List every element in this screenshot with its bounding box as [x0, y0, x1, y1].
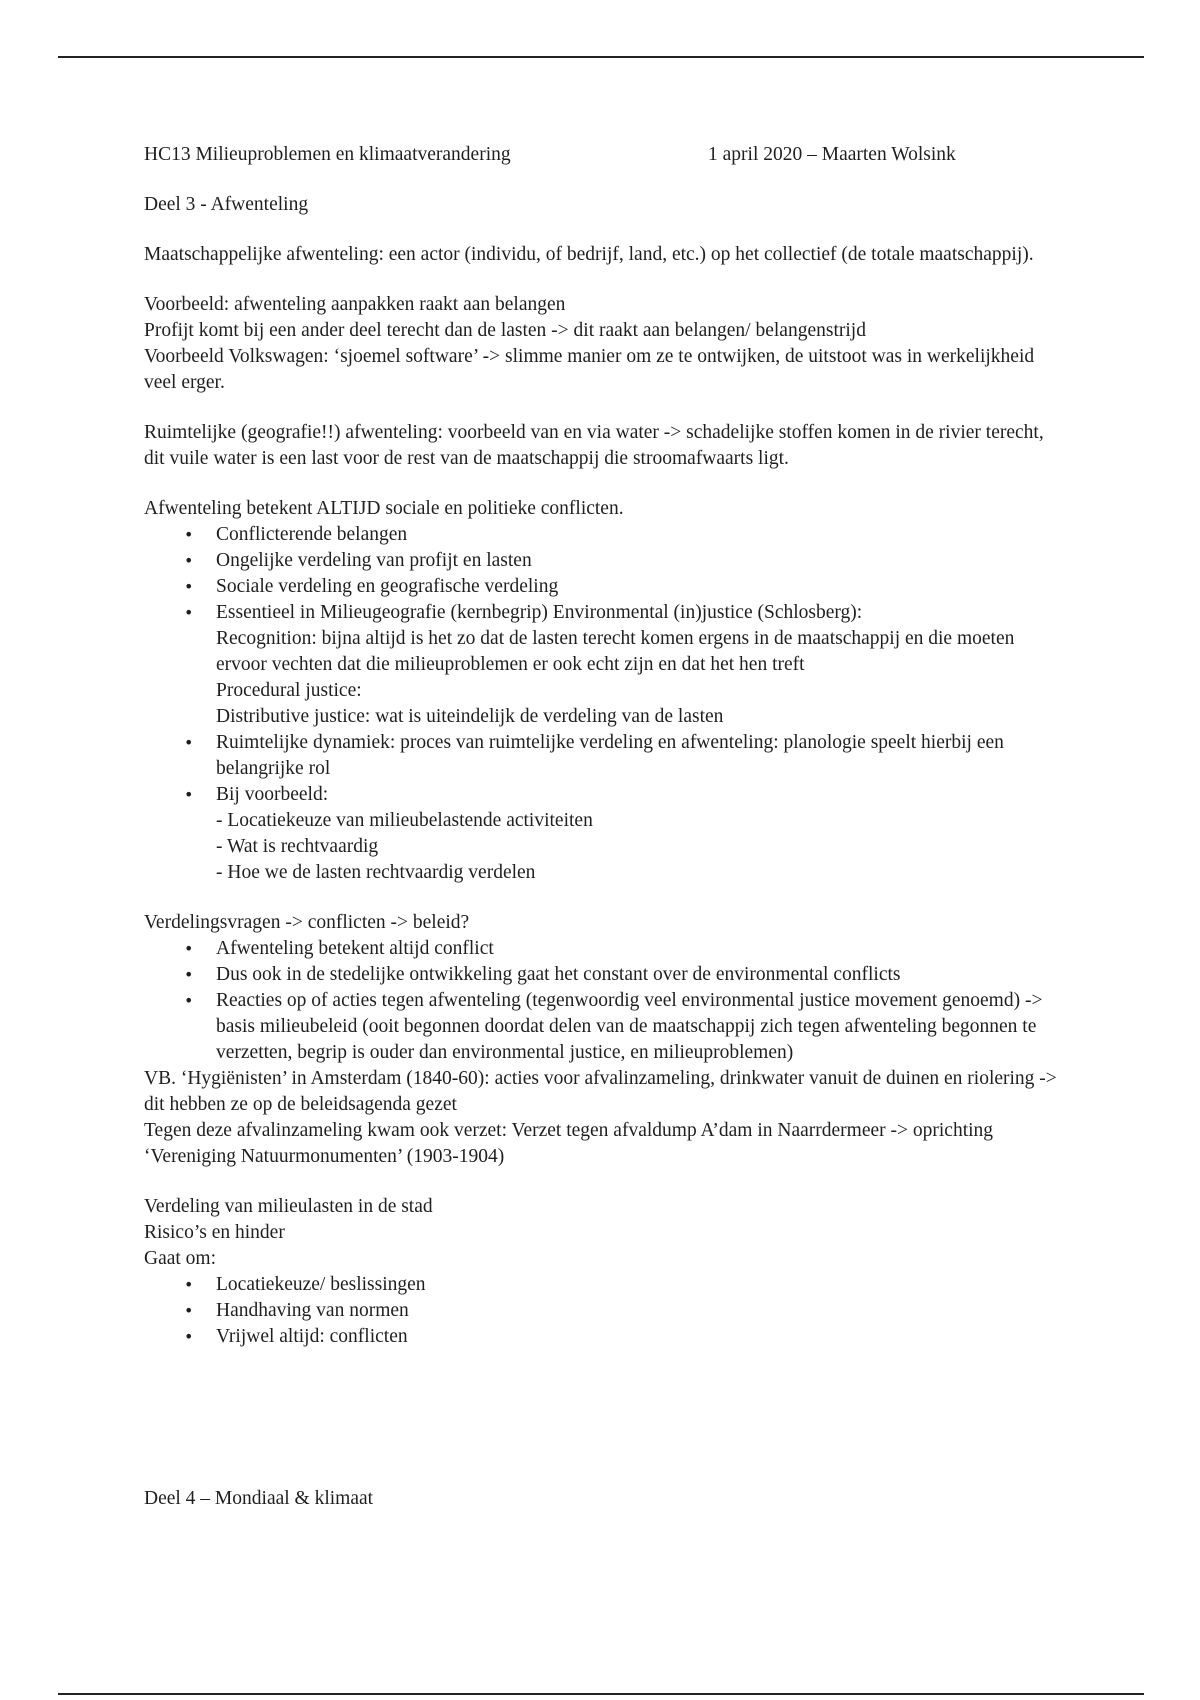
list-item-justice	[216, 600, 1064, 730]
justice-recognition: Recognition: bijna altijd is het zo dat de lasten terecht komen ergens in de maatschappij en die moeten ervoor vechten dat die milieuproblemen er ook echt zijn en dat het hen treft	[216, 628, 1015, 675]
example-subitem: - Hoe we de lasten rechtvaardig verdelen	[216, 862, 536, 883]
conflicts-list	[144, 522, 1064, 886]
city-line: Gaat om:	[144, 1248, 217, 1269]
example-line: Voorbeeld: afwenteling aanpakken raakt aan belangen	[144, 294, 566, 315]
list-item: • Vrijwel altijd: conflicten	[216, 1324, 1064, 1350]
document-title: HC13 Milieuproblemen en klimaatverandering	[144, 144, 511, 165]
list-item: • Handhaving van normen	[216, 1298, 1064, 1324]
distribution-list	[144, 936, 1064, 1066]
section-3-heading: Deel 3 - Afwenteling	[144, 194, 309, 215]
example-block	[144, 292, 1064, 396]
list-item: • Conflicterende belangen	[216, 522, 1064, 548]
list-item: • Sociale verdeling en geografische verdeling	[216, 574, 1064, 600]
city-block	[144, 1194, 1064, 1272]
examples-label: • Bij voorbeeld:	[216, 784, 329, 805]
city-list	[144, 1272, 1064, 1350]
document-header	[144, 142, 1064, 168]
document-date-author: 1 april 2020 – Maarten Wolsink	[708, 144, 956, 165]
conflicts-intro: Afwenteling betekent ALTIJD sociale en politieke conflicten.	[144, 498, 624, 519]
natuurmonumenten-paragraph: Tegen deze afvalinzameling kwam ook verzet: Verzet tegen afvaldump A’dam in Naarrdermeer -> oprichting ‘Vereniging Natuurmonumenten’ (1903-1904)	[144, 1120, 994, 1167]
example-subitem: - Wat is rechtvaardig	[216, 836, 379, 857]
list-item: • Ongelijke verdeling van profijt en lasten	[216, 548, 1064, 574]
city-line: Verdeling van milieulasten in de stad	[144, 1196, 433, 1217]
distribution-intro: Verdelingsvragen -> conflicten -> beleid?	[144, 912, 470, 933]
justice-intro: • Essentieel in Milieugeografie (kernbegrip) Environmental (in)justice (Schlosberg):	[216, 602, 863, 623]
section-4-heading: Deel 4 – Mondiaal & klimaat	[144, 1488, 374, 1509]
list-item: • Locatiekeuze/ beslissingen	[216, 1272, 1064, 1298]
top-rule	[58, 56, 1144, 58]
example-line: Voorbeeld Volkswagen: ‘sjoemel software’ -> slimme manier om ze te ontwijken, de uitstoot was in werkelijkheid veel erger.	[144, 346, 1035, 393]
example-subitem: - Locatiekeuze van milieubelastende activiteiten	[216, 810, 593, 831]
city-line: Risico’s en hinder	[144, 1222, 285, 1243]
list-item: • Ruimtelijke dynamiek: proces van ruimtelijke verdeling en afwenteling: planologie speelt hierbij een belangrijke rol	[216, 730, 1064, 782]
bottom-rule	[58, 1693, 1144, 1695]
list-item: • Reacties op of acties tegen afwenteling (tegenwoordig veel environmental justice movement genoemd) -> basis milieubeleid (ooit begonnen doordat delen van de maatschappij zich tegen afwenteling begonnen te verzetten, begrip is ouder dan environmental justice, en milieuproblemen)	[216, 988, 1064, 1066]
hygienists-paragraph: VB. ‘Hygiënisten’ in Amsterdam (1840-60): acties voor afvalinzameling, drinkwater vanuit de duinen en riolering -> dit hebben ze op de beleidsagenda gezet	[144, 1068, 1057, 1115]
justice-procedural: Procedural justice:	[216, 680, 362, 701]
justice-distributive: Distributive justice: wat is uiteindelijk de verdeling van de lasten	[216, 706, 724, 727]
document-page	[144, 142, 1064, 1512]
list-item: • Afwenteling betekent altijd conflict	[216, 936, 1064, 962]
list-item: • Dus ook in de stedelijke ontwikkeling gaat het constant over de environmental conflicts	[216, 962, 1064, 988]
list-item-examples	[216, 782, 1064, 886]
spatial-paragraph: Ruimtelijke (geografie!!) afwenteling: voorbeeld van en via water -> schadelijke stoffen komen in de rivier terecht, dit vuile water is een last voor de rest van de maatschappij die stroomafwaarts ligt.	[144, 422, 1044, 469]
definition-paragraph: Maatschappelijke afwenteling: een actor (individu, of bedrijf, land, etc.) op het collectief (de totale maatschappij).	[144, 244, 1034, 265]
example-line: Profijt komt bij een ander deel terecht dan de lasten -> dit raakt aan belangen/ belangenstrijd	[144, 320, 866, 341]
